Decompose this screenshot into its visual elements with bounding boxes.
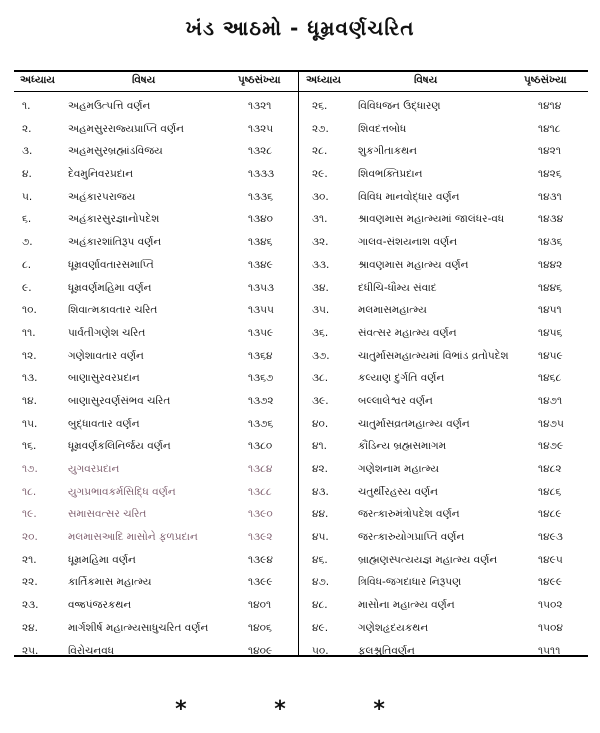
page-number: ૧૪૪૨ xyxy=(538,258,563,271)
table-row xyxy=(14,367,296,390)
page-number: ૧૩૯૪ xyxy=(248,553,273,566)
page-number: ૧૩૯૦ xyxy=(248,508,273,521)
page-number: ૧૩૩૬ xyxy=(248,190,274,203)
page-number: ૧૩૪૬ xyxy=(248,236,273,249)
chapter-number: ૨૯. xyxy=(312,168,328,181)
page-number: ૧૪૩૧ xyxy=(538,190,562,203)
chapter-number: ૨૭. xyxy=(312,122,329,135)
chapter-subject: દેવમુનિવરપ્રદાન xyxy=(68,168,134,181)
table-row xyxy=(14,458,296,481)
table-header xyxy=(14,72,588,90)
contents-table-right xyxy=(304,95,586,662)
page-number: ૧૫૦૨ xyxy=(538,599,563,612)
chapter-subject: બુદ્ધાવતાર વર્ણન xyxy=(68,417,140,430)
table-row xyxy=(14,503,296,526)
contents-table-left xyxy=(14,95,296,662)
table-row xyxy=(304,322,586,345)
chapter-number: ૪૯. xyxy=(312,621,329,634)
chapter-subject: શ્રાવણમાસ મહાત્મ્ય વર્ણન xyxy=(358,258,469,271)
chapter-subject: ધૂમ્રવર્ણમહિમા વર્ણન xyxy=(68,281,152,294)
chapter-number: ૩૭. xyxy=(312,349,330,362)
chapter-subject: શુકગીતાકથન xyxy=(358,145,417,158)
table-row xyxy=(14,299,296,322)
chapter-number: ૪. xyxy=(22,168,32,181)
chapter-subject: બાણાસુરવર્ણસંભવ ચરિત xyxy=(68,394,171,407)
table-row xyxy=(14,526,296,549)
page-number: ૧૪૪૬ xyxy=(538,281,563,294)
table-row xyxy=(14,481,296,504)
page-number: ૧૪૦૯ xyxy=(248,644,273,657)
chapter-number: ૧૦. xyxy=(22,304,37,317)
page-number: ૧૩૮૮ xyxy=(248,485,272,498)
table-row xyxy=(304,594,586,617)
chapter-subject: દધીચિ-ધૌમ્ય સંવાદ xyxy=(358,281,437,294)
chapter-number: ૧૧. xyxy=(22,326,36,339)
chapter-number: ૪૬. xyxy=(312,553,328,566)
chapter-number: ૫. xyxy=(22,190,33,203)
page-number: ૧૩૩૩ xyxy=(248,168,275,181)
chapter-subject: ગાલવ-સંશયનાશ વર્ણન xyxy=(358,236,458,249)
chapter-number: ૩. xyxy=(22,145,33,158)
chapter-subject: વિરોચનવધ xyxy=(68,644,115,657)
table-row xyxy=(304,390,586,413)
table-row xyxy=(14,163,296,186)
chapter-subject: અહમઉત્પત્તિ વર્ણન xyxy=(68,100,151,112)
table-row xyxy=(14,413,296,436)
chapter-subject: જરત્કારુમંત્રોપદેશ વર્ણન xyxy=(358,508,460,521)
page-number: ૧૪૩૪ xyxy=(538,213,564,226)
table-header-rule xyxy=(14,91,588,92)
page-number: ૧૩૭૨ xyxy=(248,394,274,407)
chapter-number: ૨૨. xyxy=(22,576,38,589)
page-number: ૧૩૬૭ xyxy=(248,372,274,385)
chapter-number: ૩૦. xyxy=(312,190,329,203)
page-number: ૧૩૨૫ xyxy=(248,122,274,135)
chapter-subject: મલમાસમહાત્મ્ય xyxy=(358,304,427,317)
chapter-number: ૪૫. xyxy=(312,531,329,544)
chapter-number: ૧૭. xyxy=(22,463,38,475)
table-row xyxy=(304,481,586,504)
chapter-number: ૧૪. xyxy=(22,394,37,407)
chapter-number: ૩૨. xyxy=(312,236,329,249)
table-row xyxy=(14,95,296,118)
table-row xyxy=(14,640,296,663)
table-row xyxy=(14,390,296,413)
chapter-subject: શ્રાવણમાસ મહાત્મ્યમાં જાલંધર-વધ xyxy=(358,213,505,226)
page-number: ૧૪૯૫ xyxy=(538,553,563,566)
chapter-number: ૧૬. xyxy=(22,440,37,453)
table-row xyxy=(304,186,586,209)
chapter-subject: બાણાસુરવરપ્રદાન xyxy=(68,372,140,385)
page-number: ૧૪૮૯ xyxy=(538,508,562,521)
chapter-number: ૨. xyxy=(22,122,32,135)
table-row xyxy=(304,549,586,572)
page-number: ૧૪૭૯ xyxy=(538,440,564,453)
header-subject-left: વિષય xyxy=(132,74,156,86)
header-chapter-left: અધ્યાય xyxy=(20,74,56,86)
chapter-subject: શિવદત્તબોધ xyxy=(358,122,407,135)
chapter-number: ૪૪. xyxy=(312,508,329,521)
page-number: ૧૩૪૦ xyxy=(248,213,273,226)
chapter-number: ૩૧. xyxy=(312,213,328,226)
chapter-subject: પાર્વતીગણેશ ચરિત xyxy=(68,326,146,339)
chapter-subject: અહંકારસુરજ્ઞાનોપદેશ xyxy=(68,213,160,226)
chapter-number: ૪૧. xyxy=(312,440,327,453)
chapter-subject: વિવિધ માનવોદ્ધાર વર્ણન xyxy=(358,190,460,203)
chapter-subject: ગણેશાવતાર વર્ણન xyxy=(68,349,144,362)
page-number: ૧૪૫૧ xyxy=(538,304,562,317)
table-row xyxy=(304,640,586,663)
chapter-subject: અહમસુરરાજ્યપ્રાપ્તિ વર્ણન xyxy=(68,122,184,135)
chapter-subject: કૌંડિન્ય બ્રહ્મસમાગમ xyxy=(358,440,447,453)
table-row xyxy=(304,617,586,640)
page-number: ૧૪૮૨ xyxy=(538,463,562,475)
page-number: ૧૪૯૩ xyxy=(538,531,563,544)
chapter-number: ૩૫. xyxy=(312,304,330,317)
chapter-subject: બ્રાહ્મણસ્પત્યયજ્ઞ મહાત્મ્ય વર્ણન xyxy=(358,553,498,566)
chapter-subject: ચતુર્થીરહસ્ય વર્ણન xyxy=(358,485,438,498)
page-number: ૧૩૫૫ xyxy=(248,304,274,317)
chapter-number: ૩૬. xyxy=(312,326,329,339)
table-row xyxy=(14,617,296,640)
chapter-subject: ધૂમ્રમહિમા વર્ણન xyxy=(68,553,136,566)
chapter-number: ૨૪. xyxy=(22,621,39,634)
page-number: ૧૫૦૪ xyxy=(538,621,563,634)
chapter-number: ૭. xyxy=(22,236,33,249)
chapter-subject: ત્રિવિધ-જગદાધાર નિરૂપણ xyxy=(358,576,462,589)
page-number: ૧૪૭૧ xyxy=(538,394,563,407)
chapter-subject: શિવાત્મકાવતાર ચરિત xyxy=(68,304,158,317)
page-number: ૧૪૦૬ xyxy=(248,621,272,634)
chapter-subject: ફલશ્રુતિવર્ણન xyxy=(358,644,415,657)
table-row xyxy=(304,163,586,186)
page-number: ૧૩૭૬ xyxy=(248,417,274,430)
table-row xyxy=(14,254,296,277)
page-number: ૧૪૬૮ xyxy=(538,372,562,385)
table-row xyxy=(14,322,296,345)
page-number: ૧૩૨૧ xyxy=(248,100,272,112)
page-number: ૧૪૮૬ xyxy=(538,485,562,498)
column-divider xyxy=(298,70,299,655)
chapter-number: ૩૩. xyxy=(312,258,330,271)
page-number: ૧૪૫૯ xyxy=(538,349,563,362)
page-number: ૧૪૧૪ xyxy=(538,100,562,112)
chapter-number: ૬. xyxy=(22,213,32,226)
chapter-number: ૧૮. xyxy=(22,485,37,498)
table-row xyxy=(304,299,586,322)
table-row xyxy=(14,118,296,141)
chapter-subject: ધૂમ્રવર્ણાવતારસમાપ્તિ xyxy=(68,258,154,271)
page-number: ૧૩૫૩ xyxy=(248,281,275,294)
chapter-subject: યુગપ્રભાવકર્મસિદ્ધિ વર્ણન xyxy=(68,485,176,498)
chapter-subject: ગણેશનામ મહાત્મ્ય xyxy=(358,463,440,475)
chapter-number: ૪૭. xyxy=(312,576,330,589)
table-row xyxy=(14,345,296,368)
chapter-subject: સંવત્સર મહાત્મ્ય વર્ણન xyxy=(358,326,457,339)
table-row xyxy=(304,435,586,458)
page-number: ૧૩૯૨ xyxy=(248,531,273,544)
chapter-number: ૧. xyxy=(22,100,31,112)
header-subject-right: વિષય xyxy=(414,74,438,86)
table-row xyxy=(14,186,296,209)
chapter-number: ૧૨. xyxy=(22,349,37,362)
page-number: ૧૪૨૧ xyxy=(538,145,561,158)
chapter-subject: બલ્લાલેશ્વર વર્ણન xyxy=(358,394,433,407)
chapter-subject: અહંકારપરાજય xyxy=(68,190,136,203)
chapter-number: ૪૩. xyxy=(312,485,329,498)
footer-ornament: * * * xyxy=(175,697,425,722)
chapter-subject: વિવિધજન ઉદ્ધારણ xyxy=(358,100,441,112)
table-row xyxy=(304,458,586,481)
chapter-number: ૩૮. xyxy=(312,372,329,385)
chapter-subject: જરત્કારુયોગપ્રાપ્તિ વર્ણન xyxy=(358,531,465,544)
table-row xyxy=(304,345,586,368)
chapter-subject: યુગવરપ્રદાન xyxy=(68,463,120,475)
table-row xyxy=(14,208,296,231)
page-number: ૧૪૦૧ xyxy=(248,599,272,612)
table-row xyxy=(304,526,586,549)
chapter-number: ૨૮. xyxy=(312,145,328,158)
page-number: ૧૪૧૮ xyxy=(538,122,561,135)
table-row xyxy=(14,277,296,300)
page-number: ૧૩૫૯ xyxy=(248,326,274,339)
chapter-subject: અહંકારશાંતિરૂપ વર્ણન xyxy=(68,236,162,249)
chapter-subject: ગણેશહૃદયકથન xyxy=(358,621,429,634)
table-row xyxy=(14,594,296,617)
chapter-subject: ધૂમ્રવર્ણકલિનિર્જય વર્ણન xyxy=(68,440,171,453)
chapter-subject: વજ્રપંજરકથન xyxy=(68,599,132,612)
chapter-subject: માર્ગશીર્ષ મહાત્મ્યસાધુચરિત વર્ણન xyxy=(68,621,209,634)
chapter-number: ૫૦. xyxy=(312,644,329,657)
table-row xyxy=(14,140,296,163)
chapter-number: ૨૧. xyxy=(22,553,37,566)
page-number: ૧૪૨૬ xyxy=(538,168,562,181)
page-title: ખંડ આઠમો - ધૂમ્રવર્ણચરિત xyxy=(185,16,415,40)
table-row xyxy=(304,208,586,231)
chapter-number: ૨૦. xyxy=(22,531,38,544)
chapter-subject: મલમાસઆદિ માસોને ફળપ્રદાન xyxy=(68,531,198,544)
chapter-number: ૪૦. xyxy=(312,417,329,430)
table-row xyxy=(304,277,586,300)
chapter-number: ૩૪. xyxy=(312,281,329,294)
table-row xyxy=(304,571,586,594)
page-number: ૧૪૫૬ xyxy=(538,326,563,339)
chapter-subject: ચાતુર્માસમહાત્મ્યમાં વિભાંડ વ્રતોપદેશ xyxy=(358,349,509,362)
table-row xyxy=(14,231,296,254)
table-row xyxy=(14,549,296,572)
page-number: ૧૫૧૧ xyxy=(538,644,561,657)
page-number: ૧૩૮૦ xyxy=(248,440,273,453)
chapter-number: ૮. xyxy=(22,258,32,271)
table-row xyxy=(304,231,586,254)
chapter-number: ૯. xyxy=(22,281,32,294)
page-number: ૧૩૪૯ xyxy=(248,258,273,271)
header-page-right: પૃષ્ઠસંખ્યા xyxy=(524,74,567,86)
chapter-number: ૧૫. xyxy=(22,417,38,430)
chapter-subject: શિવભક્તિપ્રદાન xyxy=(358,168,423,181)
chapter-subject: સમાસવત્સર ચરિત xyxy=(68,508,147,521)
page-number: ૧૪૯૯ xyxy=(538,576,563,589)
page-number: ૧૪૭૫ xyxy=(538,417,564,430)
chapter-number: ૪૨. xyxy=(312,463,329,475)
chapter-number: ૧૩. xyxy=(22,372,38,385)
chapter-subject: ચાતુર્માસવ્રતમહાત્મ્ય વર્ણન xyxy=(358,417,470,430)
page-number: ૧૪૩૬ xyxy=(538,236,563,249)
page-number: ૧૩૯૯ xyxy=(248,576,273,589)
table-row xyxy=(14,435,296,458)
table-row xyxy=(304,503,586,526)
table-row xyxy=(304,140,586,163)
page-number: ૧૩૮૪ xyxy=(248,463,273,475)
chapter-subject: અહમસુરબ્રહ્માંડવિજય xyxy=(68,145,163,158)
chapter-subject: માસોના મહાત્મ્ય વર્ણન xyxy=(358,599,455,612)
chapter-number: ૨૬. xyxy=(312,100,328,112)
chapter-number: ૨૩. xyxy=(22,599,39,612)
page-number: ૧૩૨૮ xyxy=(248,145,273,158)
chapter-subject: કલ્યાણ દુર્ગતિ વર્ણન xyxy=(358,372,445,385)
page-number: ૧૩૬૪ xyxy=(248,349,273,362)
chapter-subject: કાર્તિકમાસ મહાત્મ્ય xyxy=(68,576,152,589)
table-row xyxy=(304,254,586,277)
table-row xyxy=(14,571,296,594)
table-row xyxy=(304,367,586,390)
table-row xyxy=(304,95,586,118)
chapter-number: ૨૫. xyxy=(22,644,39,657)
table-row xyxy=(304,413,586,436)
table-row xyxy=(304,118,586,141)
chapter-number: ૪૮. xyxy=(312,599,328,612)
chapter-number: ૧૯. xyxy=(22,508,37,521)
header-page-left: પૃષ્ઠસંખ્યા xyxy=(238,74,281,86)
header-chapter-right: અધ્યાય xyxy=(306,74,342,86)
chapter-number: ૩૯. xyxy=(312,394,329,407)
